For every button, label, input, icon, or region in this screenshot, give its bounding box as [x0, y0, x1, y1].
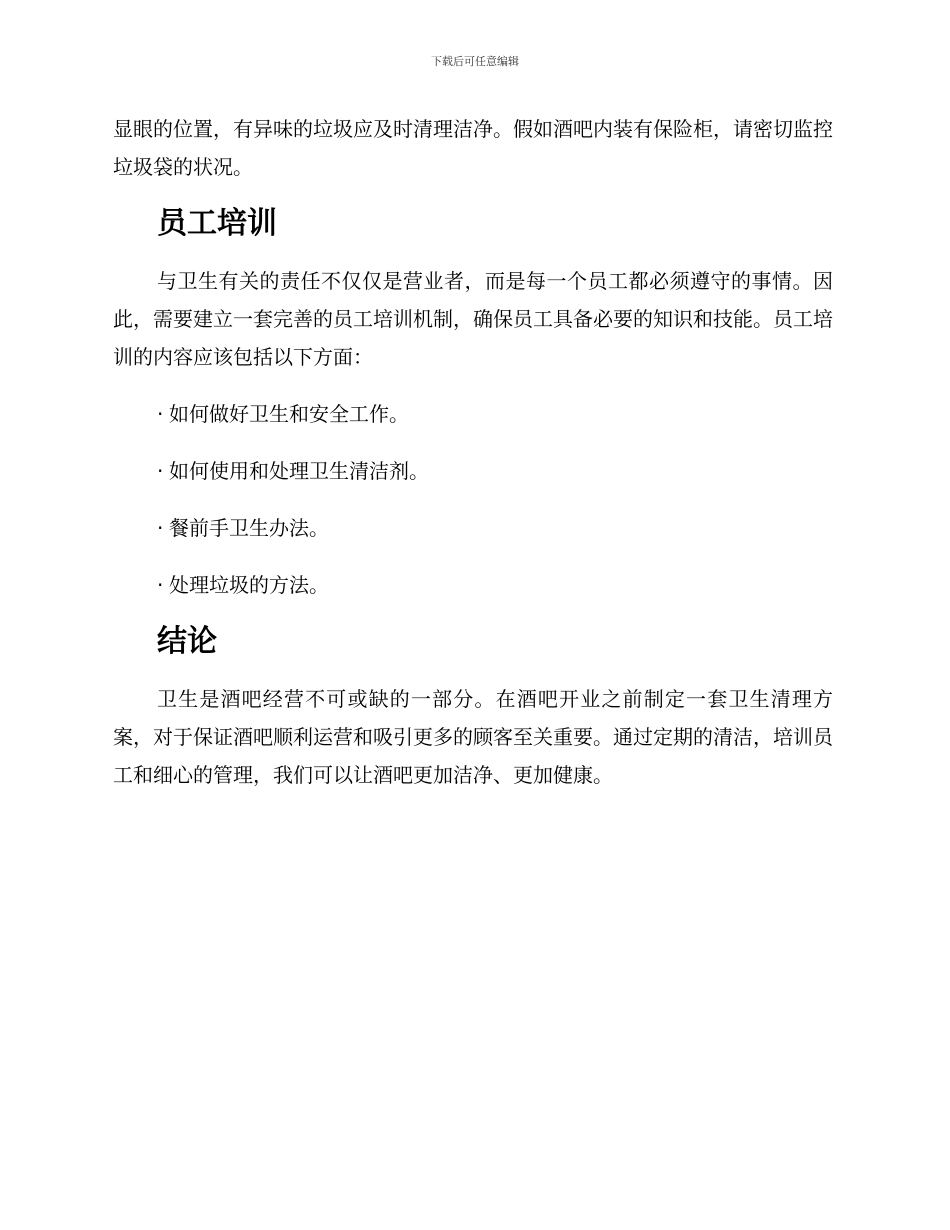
conclusion-heading: 结论 [157, 624, 217, 659]
bullet-item [113, 566, 833, 604]
bullet-text: 餐前手卫生办法。 [169, 516, 329, 540]
document-body [113, 110, 833, 794]
bullet-marker: · [157, 459, 164, 483]
bullet-text: 处理垃圾的方法。 [169, 573, 329, 597]
bullet-text: 如何使用和处理卫生清洁剂。 [169, 459, 429, 483]
intro-continuation-paragraph: 显眼的位置，有异味的垃圾应及时清理洁净。假如酒吧内装有保险柜，请密切监控垃圾袋的状况。 [113, 117, 833, 179]
bullet-marker: · [157, 516, 164, 540]
bullet-item [113, 452, 833, 490]
staff-training-paragraph: 与卫生有关的责任不仅仅是营业者，而是每一个员工都必须遵守的事情。因此，需要建立一套完善的员工培训机制，确保员工具备必要的知识和技能。员工培训的内容应该包括以下方面： [113, 269, 833, 369]
conclusion-paragraph: 卫生是酒吧经营不可或缺的一部分。在酒吧开业之前制定一套卫生清理方案，对于保证酒吧顺利运营和吸引更多的顾客至关重要。通过定期的清洁，培训员工和细心的管理，我们可以让酒吧更加洁净、更加健康。 [113, 687, 833, 787]
staff-training-heading: 员工培训 [157, 206, 277, 241]
page-header-note: 下载后可任意编辑 [431, 55, 519, 68]
bullet-marker: · [157, 573, 164, 597]
bullet-marker: · [157, 402, 164, 426]
bullet-text: 如何做好卫生和安全工作。 [169, 402, 409, 426]
bullet-item [113, 509, 833, 547]
bullet-item [113, 395, 833, 433]
